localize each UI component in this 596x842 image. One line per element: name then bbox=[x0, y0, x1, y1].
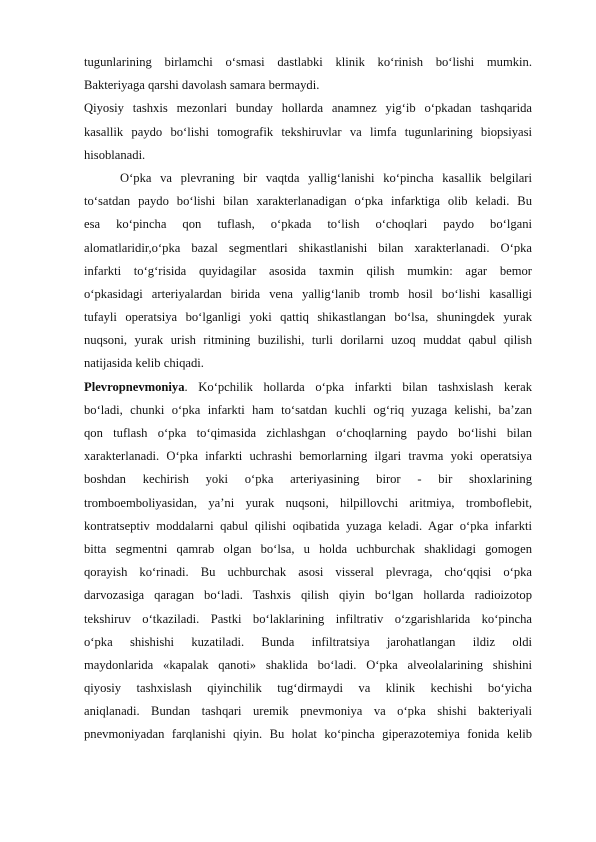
text-line bbox=[84, 74, 532, 97]
line-text: tekshiruv o‘tkaziladi. Pastki bo‘laklarining infiltrativ o‘zgarishlarida ko‘pincha bbox=[84, 611, 532, 626]
text-line bbox=[84, 468, 532, 491]
text-line bbox=[84, 329, 532, 352]
line-text: . Ko‘pchilik hollarda o‘pka infarkti bilan tashxislash kerak bbox=[184, 379, 532, 394]
line-text: nuqsoni, yurak urish ritmining buzilishi, turli dorilarni uzoq muddat qabul qilish bbox=[84, 333, 532, 348]
line-text: aniqlanadi. Bundan tashqari uremik pnevmoniya va o‘pka shishi bakteriyali bbox=[84, 704, 532, 719]
text-line bbox=[84, 190, 532, 213]
line-text: qiyosiy tashxislash qiyinchilik tug‘dirmaydi va klinik kechishi bo‘yicha bbox=[84, 681, 532, 696]
line-text: kontratseptiv moddalarni qabul qilishi oqibatida yuzaga keladi. Agar o‘pka infarkti bbox=[84, 518, 532, 533]
text-line bbox=[84, 700, 532, 723]
line-text: Qiyosiy tashxis mezonlari bunday hollarda anamnez yig‘ib o‘pkadan tashqarida bbox=[84, 101, 532, 116]
text-line bbox=[84, 445, 532, 468]
text-line bbox=[84, 399, 532, 422]
text-line bbox=[84, 654, 532, 677]
line-text: hisoblanadi. bbox=[84, 147, 146, 162]
line-text: o‘pka shishishi kuzatiladi. Bunda infiltratsiya jarohatlangan ildiz oldi bbox=[84, 634, 532, 649]
text-line bbox=[84, 723, 532, 746]
text-line bbox=[84, 561, 532, 584]
line-text: infarkti to‘g‘risida quyidagilar asosida taxmin qilish mumkin: agar bemor bbox=[84, 263, 532, 278]
line-text: qorayish ko‘rinadi. Bu uchburchak asosi visseral plevraga, cho‘qqisi o‘pka bbox=[84, 565, 532, 580]
document-page bbox=[84, 51, 532, 747]
line-text: bitta segmentni qamrab olgan bo‘lsa, u holda uchburchak shaklidagi gomogen bbox=[84, 541, 532, 556]
line-text: natijasida kelib chiqadi. bbox=[84, 356, 204, 371]
line-text: pnevmoniyadan farqlanishi qiyin. Bu holat ko‘pincha giperazotemiya fonida kelib bbox=[84, 727, 532, 742]
text-line bbox=[84, 677, 532, 700]
text-line bbox=[84, 237, 532, 260]
line-text: to‘satdan paydo bo‘lishi bilan xarakterlanadigan o‘pka infarktiga olib keladi. Bu bbox=[84, 194, 532, 209]
text-line bbox=[84, 492, 532, 515]
text-line bbox=[84, 376, 532, 399]
line-text: O‘pka va plevraning bir vaqtda yallig‘lanishi ko‘pincha kasallik belgilari bbox=[120, 170, 532, 185]
text-line bbox=[84, 306, 532, 329]
text-line bbox=[84, 631, 532, 654]
text-line bbox=[84, 144, 532, 167]
text-line bbox=[84, 213, 532, 236]
line-text: maydonlarida «kapalak qanoti» shaklida bo‘ladi. O‘pka alveolalarining shishini bbox=[84, 657, 532, 672]
line-text: bo‘ladi, chunki o‘pka infarkti ham to‘satdan kuchli og‘riq yuzaga kelishi, ba’zan bbox=[84, 402, 532, 417]
text-line bbox=[84, 97, 532, 120]
text-line bbox=[84, 121, 532, 144]
line-text: tromboemboliyasidan, ya’ni yurak nuqsoni, hilpillovchi aritmiya, tromboflebit, bbox=[84, 495, 532, 510]
line-text: Bakteriyaga qarshi davolash samara bermaydi. bbox=[84, 78, 320, 93]
line-text: xarakterlanadi. O‘pka infarkti uchrashi bemorlarning ilgari travma yoki operatsiya bbox=[84, 449, 532, 464]
text-line bbox=[84, 352, 532, 375]
line-text: darvozasiga qaragan bo‘ladi. Tashxis qilish qiyin bo‘lgan hollarda radioizotop bbox=[84, 588, 532, 603]
text-line bbox=[84, 584, 532, 607]
line-text: tugunlarining birlamchi o‘smasi dastlabki klinik ko‘rinish bo‘lishi mumkin. bbox=[84, 55, 532, 69]
text-line bbox=[84, 51, 532, 74]
line-text: alomatlaridir,o‘pka bazal segmentlari shikastlanishi bilan xarakterlanadi. O‘pka bbox=[84, 240, 532, 255]
line-text: esa ko‘pincha qon tuflash, o‘pkada to‘lish o‘choqlari paydo bo‘lgani bbox=[84, 217, 532, 232]
line-text: qon tuflash o‘pka to‘qimasida zichlashgan o‘choqlarning paydo bo‘lishi bilan bbox=[84, 426, 532, 440]
text-line bbox=[84, 538, 532, 561]
text-line bbox=[84, 422, 532, 445]
bold-term: Plevropnevmoniya bbox=[84, 379, 185, 394]
text-line bbox=[84, 260, 532, 283]
line-text: tufayli operatsiya bo‘lganligi yoki qattiq shikastlangan bo‘lsa, shuningdek yurak bbox=[84, 310, 532, 325]
text-line bbox=[84, 515, 532, 538]
line-text: kasallik paydo bo‘lishi tomografik tekshiruvlar va limfa tugunlarining biopsiyasi bbox=[84, 124, 532, 139]
line-text: boshdan kechirish yoki o‘pka arteriyasining biror - bir shoxlarining bbox=[84, 472, 532, 487]
text-line bbox=[84, 608, 532, 631]
line-text: o‘pkasidagi arteriyalardan birida vena yallig‘lanib tromb hosil bo‘lishi kasalligi bbox=[84, 286, 532, 301]
text-line bbox=[84, 167, 532, 190]
text-line bbox=[84, 283, 532, 306]
